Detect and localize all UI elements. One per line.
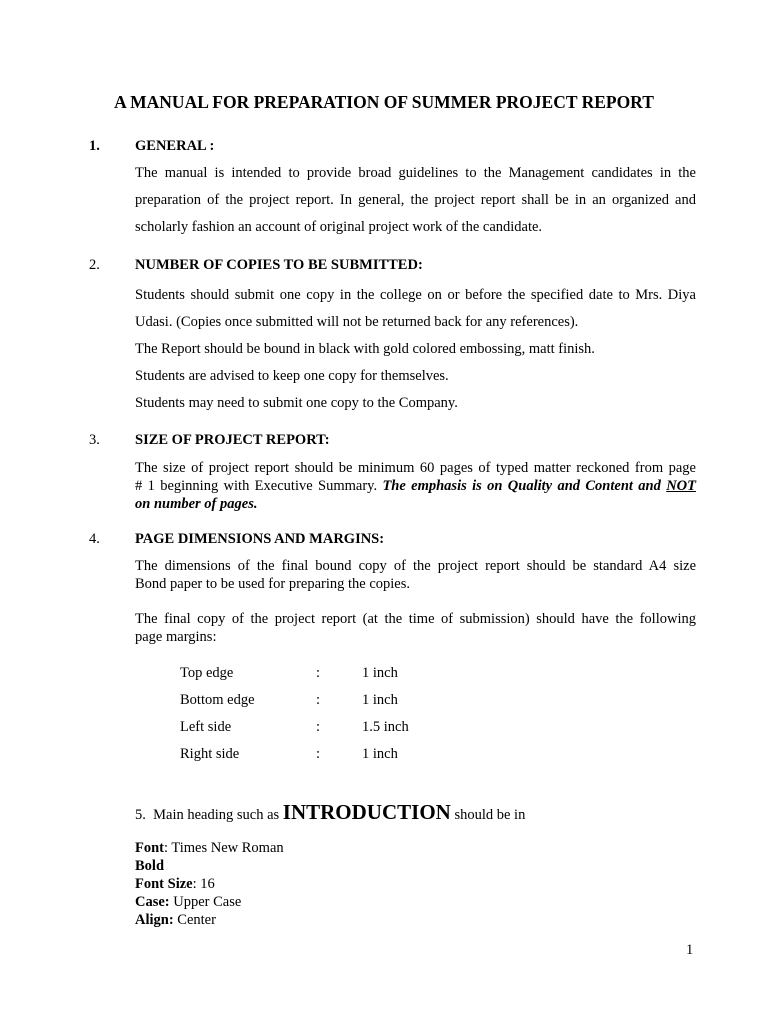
section-1-heading: GENERAL :	[135, 138, 215, 154]
section-3-line	[135, 478, 696, 495]
font-size-spec-label: Font Size	[135, 876, 193, 892]
font-spec-value: : Times New Roman	[164, 840, 284, 856]
section-5-example-heading: INTRODUCTION	[282, 800, 451, 824]
section-2-line: Students should submit one copy in the college on or before the specified date to Mrs. Diya	[135, 287, 696, 303]
section-4-number: 4.	[89, 531, 100, 547]
section-1-line: preparation of the project report. In general, the project report shall be in an organized and	[135, 192, 696, 208]
page-number: 1	[686, 942, 694, 958]
bold-spec-label: Bold	[135, 858, 165, 874]
align-spec	[135, 912, 216, 929]
margin-separator: :	[316, 746, 321, 762]
section-3-emphasis: The emphasis is on Quality and Content and	[382, 478, 667, 494]
section-3-heading: SIZE OF PROJECT REPORT:	[135, 432, 330, 448]
margin-label: Top edge	[180, 665, 234, 681]
font-size-spec-value: : 16	[192, 876, 215, 892]
section-2-line: Udasi. (Copies once submitted will not be returned back for any references).	[135, 314, 579, 330]
section-3-plain-text: # 1 beginning with Executive Summary.	[135, 478, 383, 494]
case-spec-value: Upper Case	[169, 894, 242, 910]
margin-separator: :	[316, 692, 321, 708]
section-3-emphasis-end: on number of pages.	[135, 496, 258, 512]
section-2-line: The Report should be bound in black with gold colored embossing, matt finish.	[135, 341, 595, 357]
margin-separator: :	[316, 665, 321, 681]
section-4-line: The dimensions of the final bound copy of the project report should be standard A4 size	[135, 558, 696, 574]
document-title: A MANUAL FOR PREPARATION OF SUMMER PROJECT REPORT	[114, 92, 654, 112]
margin-label: Right side	[180, 746, 240, 762]
margin-value: 1 inch	[362, 692, 398, 708]
align-spec-value: Center	[173, 912, 216, 928]
font-spec	[135, 840, 284, 857]
margin-separator: :	[316, 719, 321, 735]
align-spec-label: Align:	[135, 912, 174, 928]
section-3-number: 3.	[89, 432, 100, 448]
section-5-intro-text: Main heading such as	[153, 807, 283, 823]
section-2-line: Students are advised to keep one copy for themselves.	[135, 368, 449, 384]
section-4-heading: PAGE DIMENSIONS AND MARGINS:	[135, 531, 385, 547]
bold-spec	[135, 858, 164, 875]
margin-value: 1 inch	[362, 665, 398, 681]
section-2-line: Students may need to submit one copy to the Company.	[135, 395, 458, 411]
section-4-line: Bond paper to be used for preparing the copies.	[135, 576, 411, 592]
margin-label: Left side	[180, 719, 232, 735]
font-size-spec	[135, 876, 215, 893]
section-5-number: 5.	[135, 807, 146, 823]
section-2-heading: NUMBER OF COPIES TO BE SUBMITTED:	[135, 257, 423, 273]
margin-value: 1.5 inch	[362, 719, 409, 735]
section-4-line: The final copy of the project report (at the time of submission) should have the following	[135, 611, 696, 627]
section-3-line	[135, 496, 696, 513]
case-spec	[135, 894, 241, 911]
font-spec-label: Font	[135, 840, 164, 856]
section-1-number: 1.	[89, 138, 100, 154]
section-4-line: page margins:	[135, 629, 217, 645]
margin-label: Bottom edge	[180, 692, 255, 708]
case-spec-label: Case:	[135, 894, 170, 910]
section-3-line: The size of project report should be minimum 60 pages of typed matter reckoned from page	[135, 460, 696, 476]
section-5-intro	[135, 800, 525, 825]
section-2-number: 2.	[89, 257, 100, 273]
section-5-intro-text-end: should be in	[450, 807, 526, 823]
section-1-line: scholarly fashion an account of original project work of the candidate.	[135, 219, 543, 235]
section-1-line: The manual is intended to provide broad guidelines to the Management candidates in the	[135, 165, 696, 181]
margin-value: 1 inch	[362, 746, 398, 762]
section-3-emphasis-not: NOT	[666, 478, 696, 494]
